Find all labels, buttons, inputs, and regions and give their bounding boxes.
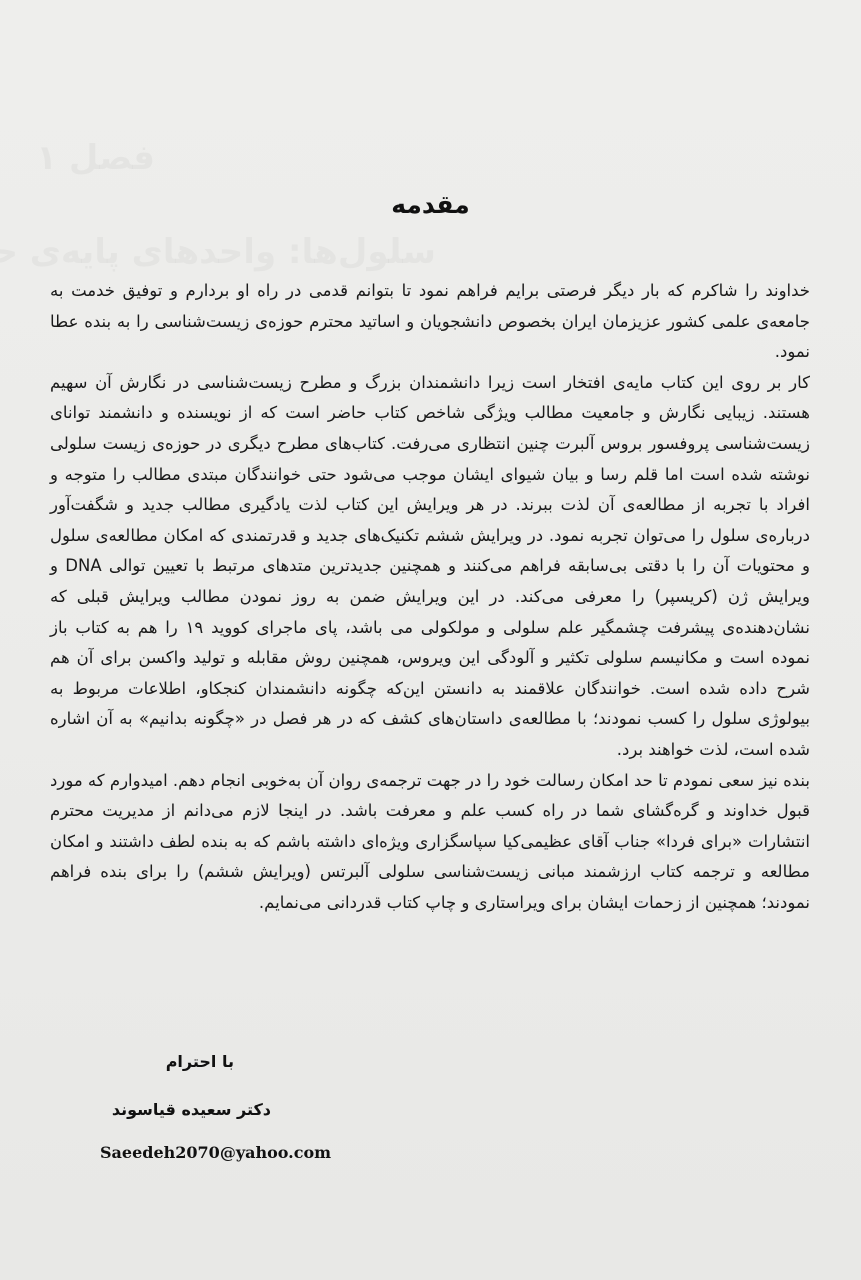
- signature-email: Saeedeh2070@yahoo.com: [100, 1143, 332, 1162]
- page-title: مقدمه: [391, 190, 470, 219]
- body-text: [50, 276, 810, 918]
- paragraph-1: خداوند را شاکرم که بار دیگر فرصتی برایم فراهم نمود تا بتوانم قدمی در راه او بردارم و توفیق خدمت به جامعه‌ی علمی کشور عزیزمان ایران بخصوص دانشجویان و اساتید محترم حوزه‌ی زیست‌شناسی را به بنده عطا نمود.: [50, 281, 810, 362]
- paragraph-2: کار بر روی این کتاب مایه‌ی افتخار است زیرا دانشمندان بزرگ و مطرح زیست‌شناسی در نگارش آن سهیم هستند. زیبایی نگارش و جامعیت مطالب ویژگی شاخص کتاب حاضر است که از نویسنده و دانشمند توانای زیست‌شناسی پروفسور بروس آلبرت چنین انتظاری می‌رفت. کتاب‌های مطرح دیگری در حوزه‌ی زیست سلولی نوشته شده است اما قلم رسا و بیان شیوای ایشان موجب می‌شود حتی خوانندگان مبتدی مطالب را متوجه و افراد با تجربه از مطالعه‌ی آن لذت ببرند. در هر ویرایش این کتاب لذت یادگیری مطالب جدید و شگفت‌آور درباره‌ی سلول را می‌توان تجربه نمود. در ویرایش ششم تکنیک‌های جدید و قدرتمندی که امکان مطالعه‌ی سلول و محتویات آن را با دقتی بی‌سابقه فراهم می‌کنند و همچنین جدیدترین متدهای مرتبط با تعیین توالی DNA و ویرایش ژن (کریسپر) را معرفی می‌کند. در این ویرایش ضمن به روز نمودن مطالب ویرایش قبلی که نشان‌دهنده‌ی پیشرفت چشمگیر علم سلولی و مولکولی می باشد، پای ماجرای کووید ۱۹ را هم به کتاب باز نموده است و مکانیسم سلولی تکثیر و آلودگی این ویروس، همچنین روش مقابله و تولید واکسن برای آن هم شرح داده شده است. خوانندگان علاقمند به دانستن این‌که چگونه دانشمندان کنجکاو، اطلاعات مربوط به بیولوژی سلول را کسب نمودند؛ با مطالعه‌ی داستان‌های کشف که در هر فصل در «چگونه بدانیم» به آن اشاره شده است، لذت خواهند برد.: [50, 372, 810, 759]
- paragraph-3: بنده نیز سعی نمودم تا حد امکان رسالت خود را در جهت ترجمه‌ی روان آن به‌خوبی انجام دهم. امیدوارم که مورد قبول خداوند و گره‌گشای شما در راه کسب علم و معرفت باشد. در اینجا لازم می‌دانم از مدیریت محترم انتشارات «برای فردا» جناب آقای عظیمی‌کیا سپاسگزاری ویژه‌ای داشته باشم که به بنده لطف داشتند و امکان مطالعه و ترجمه کتاب ارزشمند مبانی زیست‌شناسی سلولی آلبرتس (ویرایش ششم) را برای بنده فراهم نمودند؛ همچنین از زحمات ایشان برای ویراستاری و چاپ کتاب قدردانی می‌نمایم.: [50, 770, 810, 912]
- show-through-chapter-label: [36, 138, 155, 178]
- signature-name: دکتر سعیده قیاسوند: [111, 1100, 271, 1119]
- show-through-chapter-heading: [0, 232, 436, 272]
- signature-regards: با احترام: [165, 1052, 234, 1071]
